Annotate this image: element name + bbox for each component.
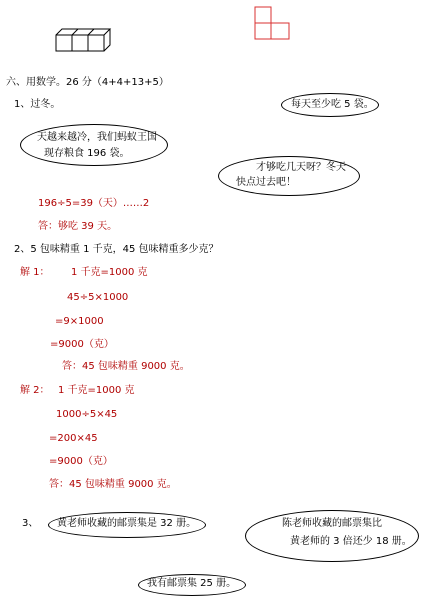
q2-sol1-line1: 1 千克=1000 克: [71, 267, 148, 278]
q2-sol1-line3: =9×1000: [55, 316, 104, 327]
bubble-q1-right-top-text: 每天至少吃 5 袋。: [291, 99, 374, 110]
bubble-q3-right-line1: 陈老师收藏的邮票集比: [282, 518, 382, 529]
q2-sol2-line1: 1 千克=1000 克: [58, 385, 135, 396]
q2-sol1-line4: =9000（克）: [50, 339, 114, 350]
q3-label: 3、: [22, 518, 39, 529]
bubble-q1-mid-line1: 才够吃几天呀？冬天: [256, 162, 346, 173]
q2-sol1-title: 解 1：: [20, 267, 50, 278]
q1-work: 196÷5=39（天）……2: [38, 198, 150, 209]
q2-sol1-answer: 答：45 包味精重 9000 克。: [62, 361, 190, 372]
q2-sol2-line2: 1000÷5×45: [56, 409, 118, 420]
q1-answer: 答：够吃 39 天。: [38, 221, 118, 232]
q1-label: 1、过冬。: [14, 99, 61, 110]
q2-label: 2、5 包味精重 1 千克，45 包味精重多少克？: [14, 244, 219, 255]
red-squares-icon: [254, 6, 294, 40]
bubble-q3-bottom-text: 我有邮票集 25 册。: [147, 578, 237, 589]
bubble-q3-right-line2: 黄老师的 3 倍还少 18 册。: [290, 536, 412, 547]
q2-sol2-line4: =9000（克）: [49, 456, 113, 467]
section-heading: 六、用数学。26 分（4+4+13+5）: [6, 77, 169, 88]
bubble-q1-mid-line2: 快点过去吧！: [236, 177, 296, 188]
q2-sol1-line2: 45÷5×1000: [67, 292, 129, 303]
q2-sol2-line3: =200×45: [49, 433, 98, 444]
q2-sol2-title: 解 2：: [20, 385, 50, 396]
cube-stack-icon: [54, 24, 114, 54]
q2-sol2-answer: 答：45 包味精重 9000 克。: [49, 479, 177, 490]
bubble-q1-left-line2: 现存粮食 196 袋。: [44, 148, 130, 159]
bubble-q3-left-text: 黄老师收藏的邮票集是 32 册。: [57, 518, 197, 529]
bubble-q1-left-line1: 天越来越冷，我们蚂蚁王国: [37, 132, 157, 143]
